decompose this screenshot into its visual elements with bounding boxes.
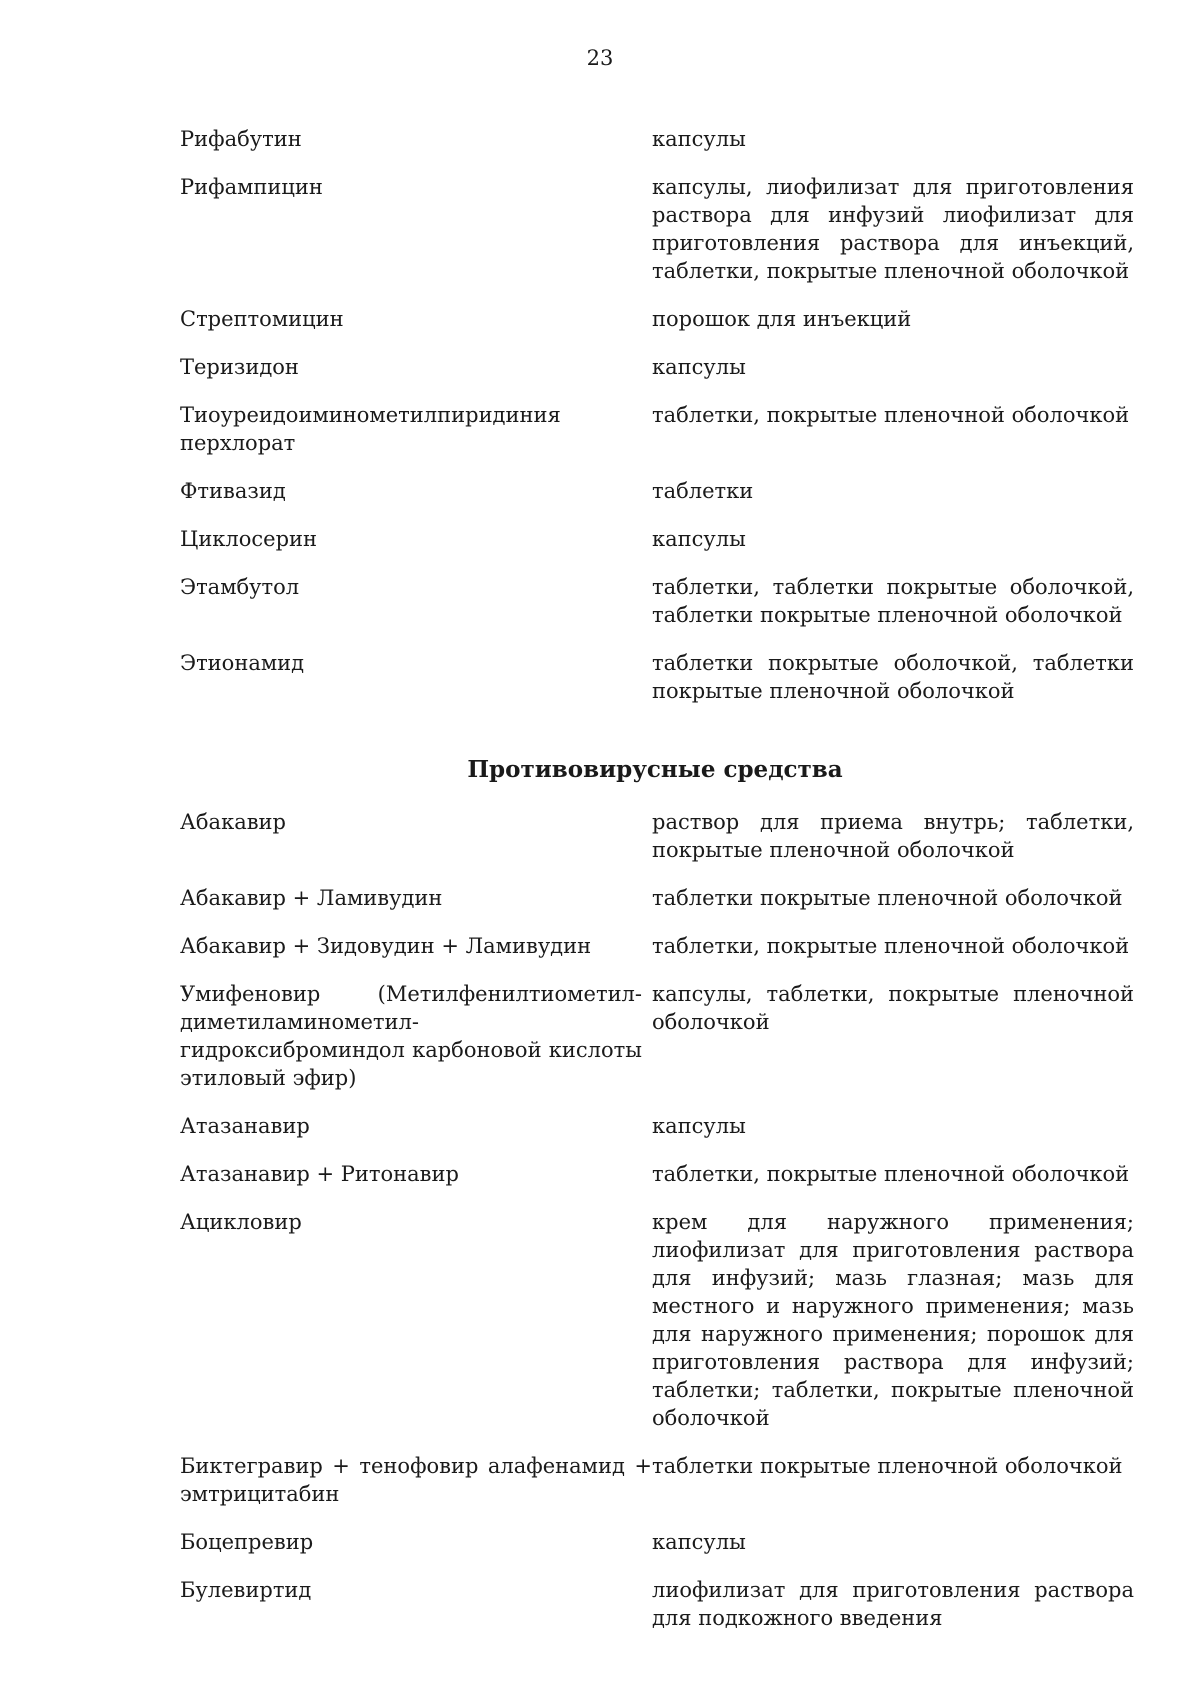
dosage-form: капсулы, лиофилизат для приготовления раствора для инфузий лиофилизат для приготовления раствора для инъекций, таблетки, покрытые пленочной оболочкой: [652, 175, 1134, 283]
table-row: [180, 573, 1134, 629]
table-row: [180, 1112, 1134, 1140]
table-row: [180, 353, 1134, 381]
dosage-form: капсулы: [652, 527, 746, 551]
dosage-form: порошок для инъекций: [652, 307, 912, 331]
dosage-form: таблетки, покрытые пленочной оболочкой: [652, 403, 1130, 427]
drug-name: Боцепревир: [180, 1530, 314, 1554]
drug-name: Фтивазид: [180, 479, 286, 503]
table-row: [180, 1160, 1134, 1188]
table-row: [180, 173, 1134, 285]
table-row: [180, 401, 1134, 457]
dosage-form: лиофилизат для приготовления раствора для подкожного введения: [652, 1578, 1134, 1630]
drug-name: Абакавир + Ламивудин: [180, 886, 443, 910]
table-row: [180, 525, 1134, 553]
drug-name: Теризидон: [180, 355, 299, 379]
drug-name: Рифабутин: [180, 127, 302, 151]
table-row: [180, 477, 1134, 505]
drug-name: Умифеновир (Метилфенилтиометил-диметиламинометил-гидроксиброминдол карбоновой кислоты этиловый эфир): [180, 982, 642, 1090]
table-row: [180, 884, 1134, 912]
table-row: [180, 980, 1134, 1092]
drug-name: Тиоуреидоиминометилпиридиния перхлорат: [180, 403, 561, 455]
drug-name: Атазанавир + Ритонавир: [180, 1162, 459, 1186]
dosage-form: таблетки покрытые пленочной оболочкой: [652, 1454, 1123, 1478]
drug-name: Этамбутол: [180, 575, 300, 599]
dosage-form: таблетки, покрытые пленочной оболочкой: [652, 934, 1130, 958]
table-row: [180, 305, 1134, 333]
table-row: [180, 649, 1134, 705]
dosage-form: капсулы: [652, 355, 746, 379]
dosage-form: капсулы, таблетки, покрытые пленочной оболочкой: [652, 982, 1134, 1034]
table-row: [180, 808, 1134, 864]
table-row: [180, 1528, 1134, 1556]
table-row: [180, 1208, 1134, 1432]
dosage-form: раствор для приема внутрь; таблетки, покрытые пленочной оболочкой: [652, 810, 1134, 862]
table-row: [180, 125, 1134, 153]
table-row: [180, 932, 1134, 960]
drug-table-antiviral: [180, 808, 1134, 1652]
dosage-form: таблетки покрытые пленочной оболочкой: [652, 886, 1123, 910]
drug-name: Рифампицин: [180, 175, 323, 199]
drug-name: Этионамид: [180, 651, 305, 675]
dosage-form: капсулы: [652, 127, 746, 151]
page-number: 23: [586, 46, 614, 70]
drug-name: Циклосерин: [180, 527, 318, 551]
table-row: [180, 1576, 1134, 1632]
drug-name: Атазанавир: [180, 1114, 310, 1138]
dosage-form: таблетки, таблетки покрытые оболочкой, таблетки покрытые пленочной оболочкой: [652, 575, 1134, 627]
drug-name: Биктегравир + тенофовир алафенамид + эмтрицитабин: [180, 1454, 652, 1506]
drug-name: Ацикловир: [180, 1210, 302, 1234]
dosage-form: таблетки, покрытые пленочной оболочкой: [652, 1162, 1130, 1186]
dosage-form: таблетки покрытые оболочкой, таблетки покрытые пленочной оболочкой: [652, 651, 1134, 703]
drug-name: Булевиртид: [180, 1578, 312, 1602]
drug-table-antituberculosis: [180, 125, 1134, 725]
dosage-form: таблетки: [652, 479, 754, 503]
dosage-form: крем для наружного применения; лиофилизат для приготовления раствора для инфузий; мазь глазная; мазь для местного и наружного применения; мазь для наружного применения; порошок для приготовления раствора для инфузий; таблетки; таблетки, покрытые пленочной оболочкой: [652, 1210, 1134, 1430]
drug-name: Абакавир + Зидовудин + Ламивудин: [180, 934, 592, 958]
dosage-form: капсулы: [652, 1114, 746, 1138]
section-heading: Противовирусные средства: [467, 756, 843, 783]
drug-name: Стрептомицин: [180, 307, 344, 331]
drug-name: Абакавир: [180, 810, 286, 834]
table-row: [180, 1452, 1134, 1508]
dosage-form: капсулы: [652, 1530, 746, 1554]
